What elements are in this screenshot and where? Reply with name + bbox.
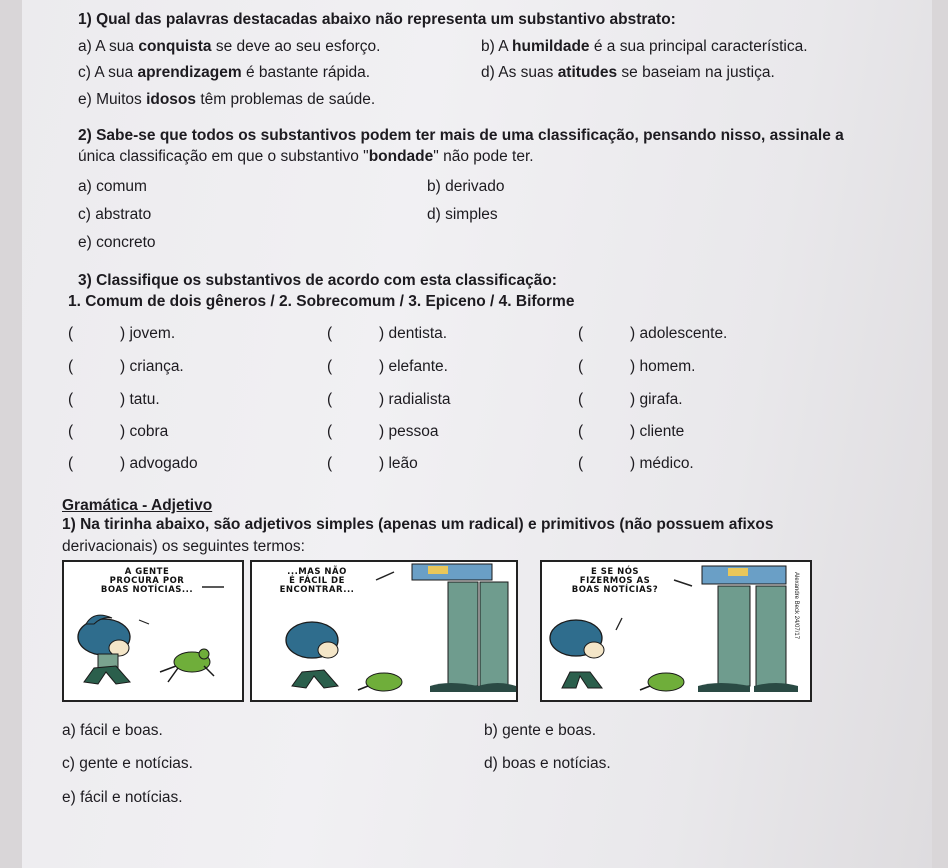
q2-prompt-line1: 2) Sabe-se que todos os substantivos podem ter mais de uma classificação, pensando nisso, assinale a [78,127,844,144]
q2-prompt-line2: única classificação em que o substantivo "bondade" não pode ter. [78,148,534,165]
q3-answer-blank[interactable]: ( [327,358,333,375]
q1-option-d-word: atitudes [557,64,618,81]
section-title: Gramática - Adjetivo [62,497,213,514]
q3-item[interactable]: ( ) jovem. [68,325,176,342]
q3-noun: adolescente. [639,325,728,342]
q3-answer-blank[interactable]: ( [578,423,584,440]
q1-option-b-word: humildade [512,38,590,55]
q3-answer-blank[interactable]: ( [68,325,74,342]
comic-panel-1-text: A GENTE PROCURA POR BOAS NOTÍCIAS... [100,567,194,595]
q3-item[interactable]: ( ) homem. [578,358,696,375]
section-option-a: a) fácil e boas. [62,722,163,739]
q1-option-b: b) A humildade é a sua principal característica. [481,38,808,55]
q3-item[interactable]: ( ) tatu. [68,391,160,408]
comic-panel-3-art [542,562,810,700]
q3-noun: pessoa [388,423,439,440]
q3-answer-blank[interactable]: ( [578,391,584,408]
q3-item[interactable]: ( ) cobra [68,423,169,440]
q1-option-d: d) As suas atitudes se baseiam na justiça. [481,64,775,81]
section-q1-line2: derivacionais) os seguintes termos: [62,538,305,555]
q3-noun: cliente [639,423,685,440]
q3-noun: leão [388,455,418,472]
q2-option-e: e) concreto [78,234,156,251]
q2-option-a: a) comum [78,178,147,195]
comic-panel-1 [62,560,244,702]
q3-item[interactable]: ( ) dentista. [327,325,448,342]
q3-item[interactable]: ( ) cliente [578,423,685,440]
q3-answer-blank[interactable]: ( [68,455,74,472]
q3-answer-blank[interactable]: ( [68,358,74,375]
q3-item[interactable]: ( ) pessoa [327,423,439,440]
section-option-d: d) boas e notícias. [484,755,611,772]
q1-option-c-word: aprendizagem [137,64,242,81]
q3-answer-blank[interactable]: ( [578,325,584,342]
q3-noun: cobra [129,423,169,440]
worksheet-page [22,0,932,868]
q3-item[interactable]: ( ) leão [327,455,418,472]
q2-option-c: c) abstrato [78,206,152,223]
q3-noun: girafa. [639,391,683,408]
q3-item[interactable]: ( ) advogado [68,455,198,472]
q3-noun: dentista. [388,325,448,342]
q2-option-d: d) simples [427,206,498,223]
q3-answer-blank[interactable]: ( [578,455,584,472]
comic-panel-2-text: ...MAS NÃO É FÁCIL DE ENCONTRAR... [279,567,355,595]
section-option-c: c) gente e notícias. [62,755,193,772]
comic-signature: Alexandre Beck 24/07/17 [793,572,799,640]
q1-prompt: 1) Qual das palavras destacadas abaixo não representa um substantivo abstrato: [78,11,676,28]
section-q1-line1: 1) Na tirinha abaixo, são adjetivos simples (apenas um radical) e primitivos (não possuem afixos [62,516,774,533]
q3-noun: tatu. [129,391,160,408]
q1-option-e: e) Muitos idosos têm problemas de saúde. [78,91,376,108]
q3-noun: advogado [129,455,198,472]
q1-option-a-word: conquista [138,38,212,55]
q3-answer-blank[interactable]: ( [327,391,333,408]
q3-prompt: 3) Classifique os substantivos de acordo com esta classificação: [78,272,557,289]
q3-item[interactable]: ( ) radialista [327,391,451,408]
comic-panel-3-text: E SE NÓS FIZERMOS AS BOAS NOTÍCIAS? [571,567,659,595]
section-option-b: b) gente e boas. [484,722,597,739]
q3-noun: criança. [129,358,184,375]
q3-item[interactable]: ( ) elefante. [327,358,448,375]
comic-panel-3 [540,560,812,702]
q2-keyword: bondade [368,148,434,165]
q3-answer-blank[interactable]: ( [578,358,584,375]
q3-noun: homem. [639,358,696,375]
q3-item[interactable]: ( ) adolescente. [578,325,728,342]
q1-option-a: a) A sua conquista se deve ao seu esforço. [78,38,381,55]
q3-item[interactable]: ( ) girafa. [578,391,683,408]
q3-item[interactable]: ( ) criança. [68,358,184,375]
q3-answer-blank[interactable]: ( [327,423,333,440]
q3-item[interactable]: ( ) médico. [578,455,694,472]
q3-answer-blank[interactable]: ( [68,423,74,440]
q3-noun: elefante. [388,358,448,375]
q3-noun: jovem. [129,325,176,342]
comic-panel-2 [250,560,518,702]
q2-option-b: b) derivado [427,178,505,195]
q3-noun: radialista [388,391,451,408]
q3-answer-blank[interactable]: ( [68,391,74,408]
q3-legend: 1. Comum de dois gêneros / 2. Sobrecomum / 3. Epiceno / 4. Biforme [68,293,575,310]
q3-answer-blank[interactable]: ( [327,455,333,472]
q1-option-e-word: idosos [146,91,197,108]
comic-panel-2-art [252,562,516,700]
q1-option-c: c) A sua aprendizagem é bastante rápida. [78,64,371,81]
q3-noun: médico. [639,455,694,472]
comic-panel-1-art [64,562,242,700]
section-option-e: e) fácil e notícias. [62,789,183,806]
q3-answer-blank[interactable]: ( [327,325,333,342]
